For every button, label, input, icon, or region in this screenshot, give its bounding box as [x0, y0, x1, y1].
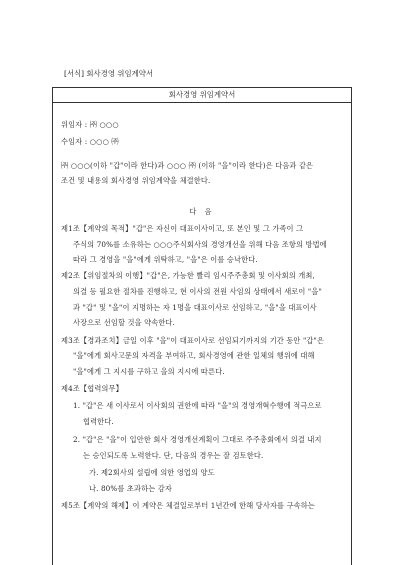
contract-document	[52, 87, 352, 565]
preamble-line: 조건 및 내용의 회사경영 위임계약을 체결한다.	[61, 176, 211, 185]
article-4-item-1: 협력한다.	[83, 417, 114, 426]
article-1-line: 따라 그 경영을 "을"에게 위탁하고, "을"은 이를 승낙한다.	[73, 255, 258, 264]
article-3-line: "을"에게 그 지시를 구하고 을의 지시에 따른다.	[73, 367, 225, 376]
article-1-line: 주식의 70%를 소유하는 ○○○주식회사의 경영개선을 위해 다음 조항의 방법에	[73, 240, 327, 249]
preamble-line: ㈜ ○○○(이하 "갑"이라 한다)과 ○○○ ㈜ (이하 "을"이라 한다)은 다음과 같은	[61, 161, 314, 170]
article-4-item-2: 2. "갑"은 "을"이 입안한 회사 경영개선계획이 그대로 주주총회에서 의결 내지	[73, 435, 322, 444]
article-2-line: 제2조【위임절차의 이행】"갑"은, 가능한 빨리 임시주주총회 및 이사회의 개최,	[61, 271, 315, 280]
article-3-line: "을"에게 회사고문의 자격을 부여하고, 회사경영에 관한 일체의 행위에 대해	[73, 351, 315, 360]
mandator-line: 위임자 : ㈜ ○○○	[61, 120, 119, 129]
article-4-heading: 제4조【협력의무】	[61, 384, 123, 393]
contract-title: 회사경영 위임계약서	[53, 88, 351, 103]
article-4-item-2: 는 승인되도록 노력한다. 단, 다음의 경우는 잘 검토한다.	[83, 451, 264, 460]
section-heading: 다 음	[189, 207, 215, 216]
article-4-item-1: 1. "갑"은 새 이사로서 이사회의 권한에 따라 "을"의 경영개혁수행에 적극으로	[73, 401, 322, 410]
article-1-line: 제1조【계약의 목적】"갑"은 자신이 대표이사이고, 또 본인 및 그 가족이 그	[61, 224, 304, 233]
article-5-line: 제5조【계약의 해제】이 계약은 체결일로부터 1년간에 한해 당사자를 구속하는	[61, 501, 315, 510]
article-4-subitem: 가. 제2회사의 설립에 의한 영업의 양도	[89, 468, 215, 477]
article-2-line: 의결 등 필요한 절차를 진행하고, 현 이사의 전원 사임의 상태에서 새로이 "을"	[73, 287, 322, 296]
article-3-line: 제3조【경과조치】금일 이후 "을"이 대표이사로 선임되기까지의 기간 동안 "갑"은	[61, 336, 325, 345]
article-2-line: 사장으로 선임할 것을 약속한다.	[73, 318, 175, 327]
form-label: [서식] 회사경영 위임계약서	[64, 69, 153, 78]
mandatary-line: 수임자 : ○○○ ㈜	[61, 137, 119, 146]
article-4-subitem: 나. 80%를 초과하는 감자	[89, 484, 172, 493]
article-2-line: 과 "갑" 및 "을"이 지명하는 자 1명을 대표이사로 선임하고, "을"을 대표이사	[73, 303, 317, 312]
